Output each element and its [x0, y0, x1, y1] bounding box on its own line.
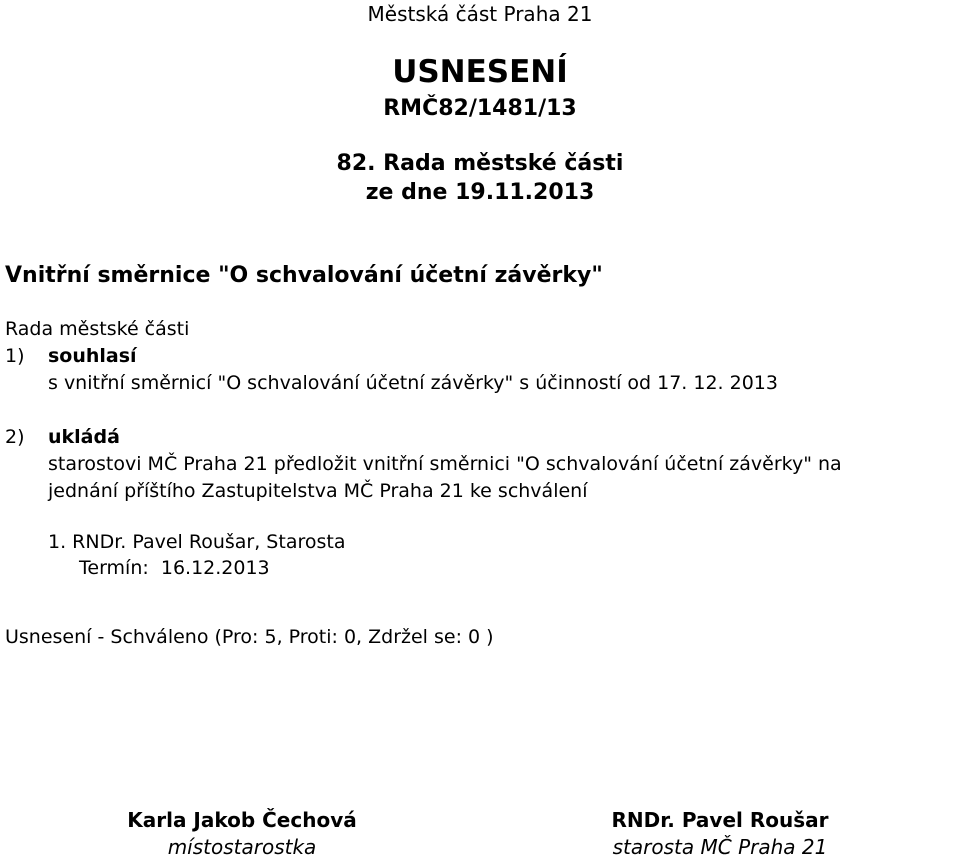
point-1-text: s vnitřní směrnicí "O schvalování účetní závěrky" s účinností od 17. 12. 2013 — [48, 372, 778, 394]
signature-name-deputy-mayor: Karla Jakob Čechová — [127, 808, 357, 832]
document-title: USNESENÍ — [392, 54, 568, 90]
council-intro: Rada městské části — [5, 318, 190, 340]
point-1-number: 1) — [5, 345, 25, 367]
signature-role-mayor: starosta MČ Praha 21 — [612, 835, 828, 859]
point-2-text-line-2: jednání příštího Zastupitelstva MČ Praha 21 ke schválení — [48, 480, 588, 502]
signature-role-deputy-mayor: místostarostka — [167, 835, 317, 859]
resolution-subject: Vnitřní směrnice "O schvalování účetní závěrky" — [5, 263, 603, 288]
responsible-person: 1. RNDr. Pavel Roušar, Starosta — [48, 531, 346, 553]
deadline: Termín: 16.12.2013 — [79, 557, 270, 579]
point-2-number: 2) — [5, 426, 25, 448]
point-2-text-line-1: starostovi MČ Praha 21 předložit vnitřní směrnici "O schvalování účetní závěrky" na — [48, 453, 842, 475]
point-2-verb: ukládá — [48, 426, 120, 448]
signature-name-mayor: RNDr. Pavel Roušar — [611, 808, 829, 832]
municipality-name: Městská část Praha 21 — [367, 2, 593, 26]
session-name: 82. Rada městské části — [336, 151, 624, 176]
point-1-verb: souhlasí — [48, 345, 137, 367]
resolution-number: RMČ82/1481/13 — [383, 96, 577, 121]
voting-result: Usnesení - Schváleno (Pro: 5, Proti: 0, Zdržel se: 0 ) — [5, 626, 494, 648]
session-date: ze dne 19.11.2013 — [365, 180, 595, 205]
